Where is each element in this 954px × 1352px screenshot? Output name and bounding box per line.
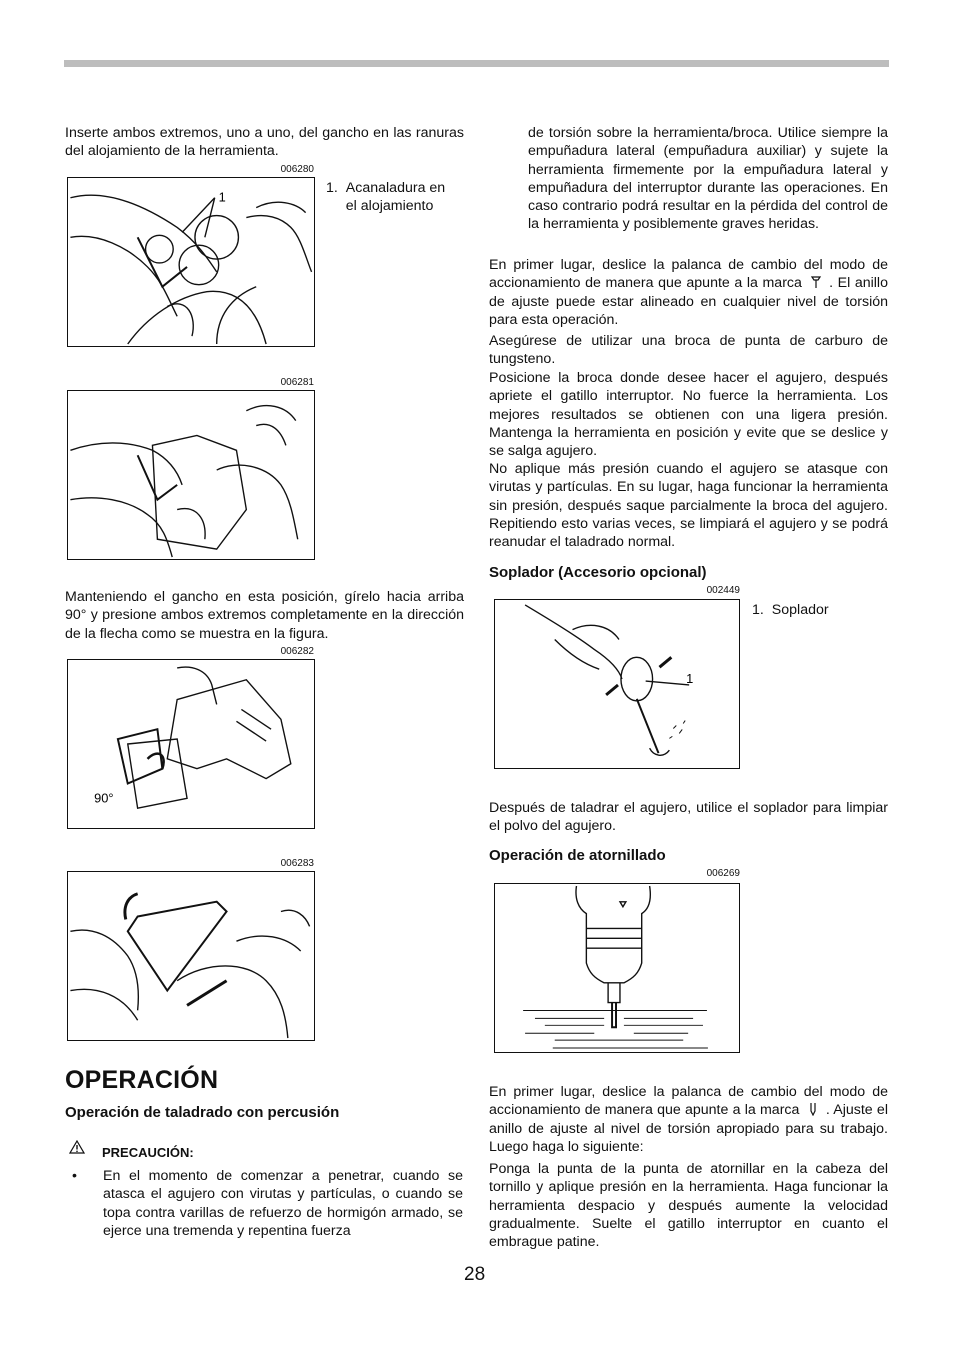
clogged-hole-text: No aplique más presión cuando el agujero se atasque con virutas y partículas. En su lugar, haga funcionar la herramienta sin presión, después saque parcialmente la broca del agujero. Repitiendo esto varias veces, se limpiará el agujero y se podrá reanudar el taladrado normal.: [489, 461, 888, 551]
figure-screwdriving: [494, 883, 740, 1053]
figure-caption: [326, 179, 466, 216]
screw-procedure-text: Ponga la punta de la punta de atornillar en la cabeza del tornillo y aplique presión en la herramienta. Haga funcionar la herramienta despacio y después aumente la velocidad gradualmente. Suelte el gatillo interruptor en cuanto el embrague patine.: [489, 1161, 888, 1251]
position-bit-text: Posicione la broca donde desee hacer el agujero, después apriete el gatillo interruptor. No fuerce la herramienta. Los mejores resultados se obtienen con una ligera presión. Mantenga la herramienta en posición y evite que se deslice y se salga agujero.: [489, 370, 888, 460]
screwdriving-mark-icon: [806, 1102, 820, 1116]
caution-label: PRECAUCIÓN:: [102, 1145, 194, 1160]
carbide-bit-text: Asegúrese de utilizar una broca de punta de carburo de tungsteno.: [489, 333, 888, 368]
caption-text: Acanaladura en el alojamiento: [345, 180, 446, 215]
figure-code: 006280: [280, 164, 314, 175]
caption-text: Soplador: [771, 602, 829, 618]
caution-text: En el momento de comenzar a penetrar, cuando se atasca el agujero con virutas y partículas, o cuando se topa contra varillas de refuerzo de hormigón armado, se ejerce una tremenda y repentina fuerza: [103, 1168, 463, 1239]
warning-icon: [69, 1140, 85, 1154]
figure-hook-press: [67, 871, 315, 1041]
intro-text: Inserte ambos extremos, uno a uno, del gancho en las ranuras del alojamiento de la herramienta.: [65, 125, 464, 160]
figure-code: 006269: [706, 868, 740, 879]
drill-mode-text: En primer lugar, deslice la palanca de cambio del modo de accionamiento de manera que apunte a la marca . El anillo de ajuste puede estar alineado en cualquier nivel de torsión para esta operación.: [489, 257, 888, 328]
screw-mode-text: En primer lugar, deslice la palanca de cambio del modo de accionamiento de manera que apunte a la marca . Ajuste el anillo de ajuste al nivel de torsión apropiado para su trabajo. Luego haga lo siguiente:: [489, 1084, 888, 1155]
figure-hook-insert: [67, 177, 315, 347]
hands-hook-illustration: [68, 178, 314, 346]
page-number: 28: [464, 1264, 486, 1285]
caption-number: 1.: [326, 180, 338, 196]
section-title: OPERACIÓN: [65, 1066, 219, 1094]
screw-title: Operación de atornillado: [489, 847, 666, 864]
angle-label: 90°: [94, 790, 114, 806]
subsection-title: Operación de taladrado con percusión: [65, 1104, 340, 1121]
hands-hook-illustration: [68, 872, 314, 1040]
figure-code: 002449: [706, 585, 740, 596]
figure-caption: [752, 601, 888, 619]
hammer-drill-mark-icon: [809, 275, 823, 289]
figure-code: 006283: [280, 858, 314, 869]
screwdriver-illustration: [495, 884, 739, 1052]
header-rule: [64, 60, 889, 67]
hands-hook-illustration: [68, 391, 314, 559]
figure-blower: [494, 599, 740, 769]
bullet-symbol: •: [72, 1168, 77, 1184]
blower-text: Después de taladrar el agujero, utilice el soplador para limpiar el polvo del agujero.: [489, 800, 888, 835]
figure-hook-hold: [67, 390, 315, 560]
caption-number: 1.: [752, 602, 764, 618]
callout-number: 1: [686, 671, 694, 687]
blower-illustration: [495, 600, 739, 768]
rotate-text: Manteniendo el gancho en esta posición, gírelo hacia arriba 90° y presione ambos extremos completamente en la dirección de la flecha como se muestra en la figura.: [65, 589, 464, 642]
figure-code: 006282: [280, 646, 314, 657]
figure-drill-hook: [67, 659, 315, 829]
blower-title: Soplador (Accesorio opcional): [489, 564, 707, 581]
figure-code: 006281: [280, 377, 314, 388]
callout-number: 1: [218, 189, 226, 205]
caution-text-continued: de torsión sobre la herramienta/broca. Utilice siempre la empuñadura lateral (empuñadura auxiliar) y sujete la herramienta firmemente por la empuñadura lateral y empuñadura del interruptor durante las operaciones. En caso contrario podrá resultar en la pérdida del control de la herramienta y posiblemente graves heridas.: [528, 125, 888, 233]
drill-illustration: [68, 660, 314, 828]
